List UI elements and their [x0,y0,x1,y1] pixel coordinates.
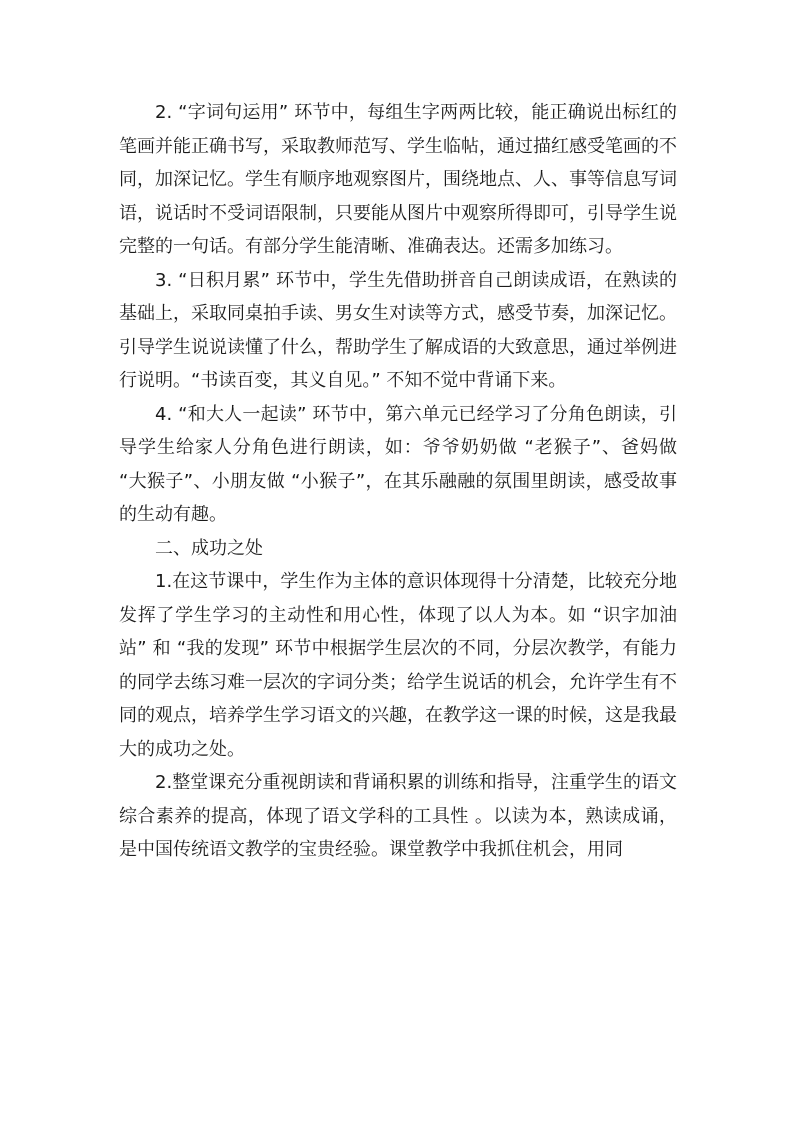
paragraph-success-2: 2.整堂课充分重视朗读和背诵积累的训练和指导，注重学生的语文综合素养的提高，体现了语文学科的工具性 。以读为本，熟读成诵，是中国传统语文教学的宝贵经验。课堂教学中我抓住机会，用同 [119,772,677,860]
paragraph-ri-ji-yue-lei: 3. “日积月累” 环节中，学生先借助拼音自己朗读成语，在熟读的基础上，采取同桌拍手读、男女生对读等方式，感受节奏，加深记忆。引导学生说说读懂了什么，帮助学生了解成语的大致意思，通过举例进行说明。“书读百变，其义自见。” 不知不觉中背诵下来。 [119,269,677,391]
paragraph-success-1: 1.在这节课中，学生作为主体的意识体现得十分清楚，比较充分地发挥了学生学习的主动性和用心性，体现了以人为本。如 “识字加油站” 和 “我的发现” 环节中根据学生层次的不同，分层次教学，有能力的同学去练习难一层次的字词分类；给学生说话的机会，允许学生有不同的观点，培养学生学习语文的兴趣，在教学这一课的时候，这是我最大的成功之处。 [119,571,677,760]
section-heading-success: 二、成功之处 [155,537,263,559]
paragraph-zi-ci-ju-yunyong: 2. “字词句运用” 环节中，每组生字两两比较，能正确说出标红的笔画并能正确书写，采取教师范写、学生临帖，通过描红感受笔画的不同，加深记忆。学生有顺序地观察图片，围绕地点、人、事等信息写词语，说话时不受词语限制，只要能从图片中观察所得即可，引导学生说完整的一句话。有部分学生能清晰、准确表达。还需多加练习。 [119,102,677,257]
document-page [119,96,677,867]
paragraph-he-daren-yiqi-du: 4. “和大人一起读” 环节中，第六单元已经学习了分角色朗读，引导学生给家人分角色进行朗读，如：爷爷奶奶做 “老猴子”、爸妈做 “大猴子”、小朋友做 “小猴子”，在其乐融融的氛围里朗读，感受故事的生动有趣。 [119,403,677,525]
